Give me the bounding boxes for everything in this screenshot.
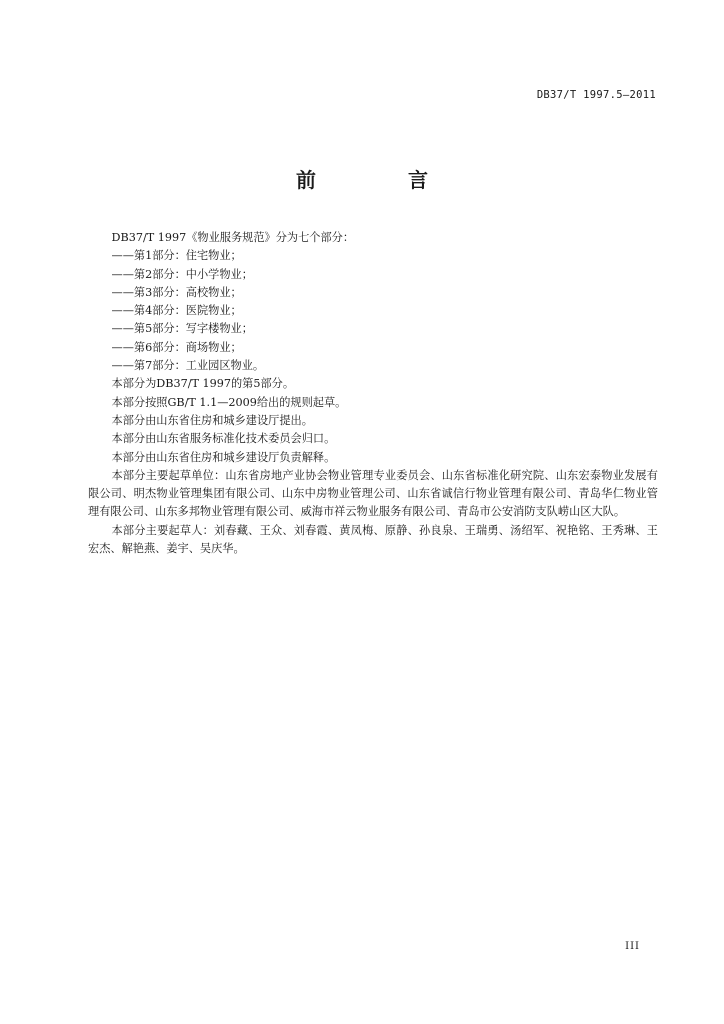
list-item-part-2: ——第2部分：中小学物业； — [111, 267, 253, 281]
list-item-part-1: ——第1部分：住宅物业； — [111, 249, 242, 263]
paragraph-centralized: 本部分由山东省服务标准化技术委员会归口。 — [111, 432, 336, 446]
document-code: DB37/T 1997.5—2011 — [536, 89, 656, 101]
list-item-part-6: ——第6部分：商场物业； — [111, 340, 242, 354]
paragraph-proposer: 本部分由山东省住房和城乡建设厅提出。 — [111, 413, 313, 427]
page-number: III — [625, 941, 640, 952]
page-title: 前 言 — [296, 168, 464, 192]
paragraph-drafting-units: 本部分主要起草单位：山东省房地产业协会物业管理专业委员会、山东省标准化研究院、山东宏泰物业发展有限公司、明杰物业管理集团有限公司、山东中房物业管理公司、山东省诚信行物业管理有限公司、青岛华仁物业管理有限公司、山东多邦物业管理有限公司、威海市祥云物业服务有限公司、青岛市公安消防支队崂山区大队。 — [88, 468, 658, 519]
paragraph-interpretation: 本部分由山东省住房和城乡建设厅负责解释。 — [111, 450, 336, 464]
list-item-part-4: ——第4部分：医院物业； — [111, 304, 242, 318]
list-item-part-5: ——第5部分：写字楼物业； — [111, 322, 253, 336]
document-body — [88, 229, 658, 558]
paragraph-part-statement: 本部分为DB37/T 1997的第5部分。 — [111, 377, 295, 391]
list-item-part-3: ——第3部分：高校物业； — [111, 285, 242, 299]
paragraph-drafting-rules: 本部分按照GB/T 1.1—2009给出的规则起草。 — [111, 395, 347, 409]
paragraph-drafters: 本部分主要起草人：刘春藏、王众、刘春霞、黄凤梅、原静、孙良泉、王瑞勇、汤绍军、祝艳铭、王秀琳、王宏杰、解艳燕、姜宇、吴庆华。 — [88, 523, 658, 556]
list-item-part-7: ——第7部分：工业园区物业。 — [111, 359, 265, 373]
paragraph-intro: DB37/T 1997《物业服务规范》分为七个部分： — [111, 231, 355, 244]
